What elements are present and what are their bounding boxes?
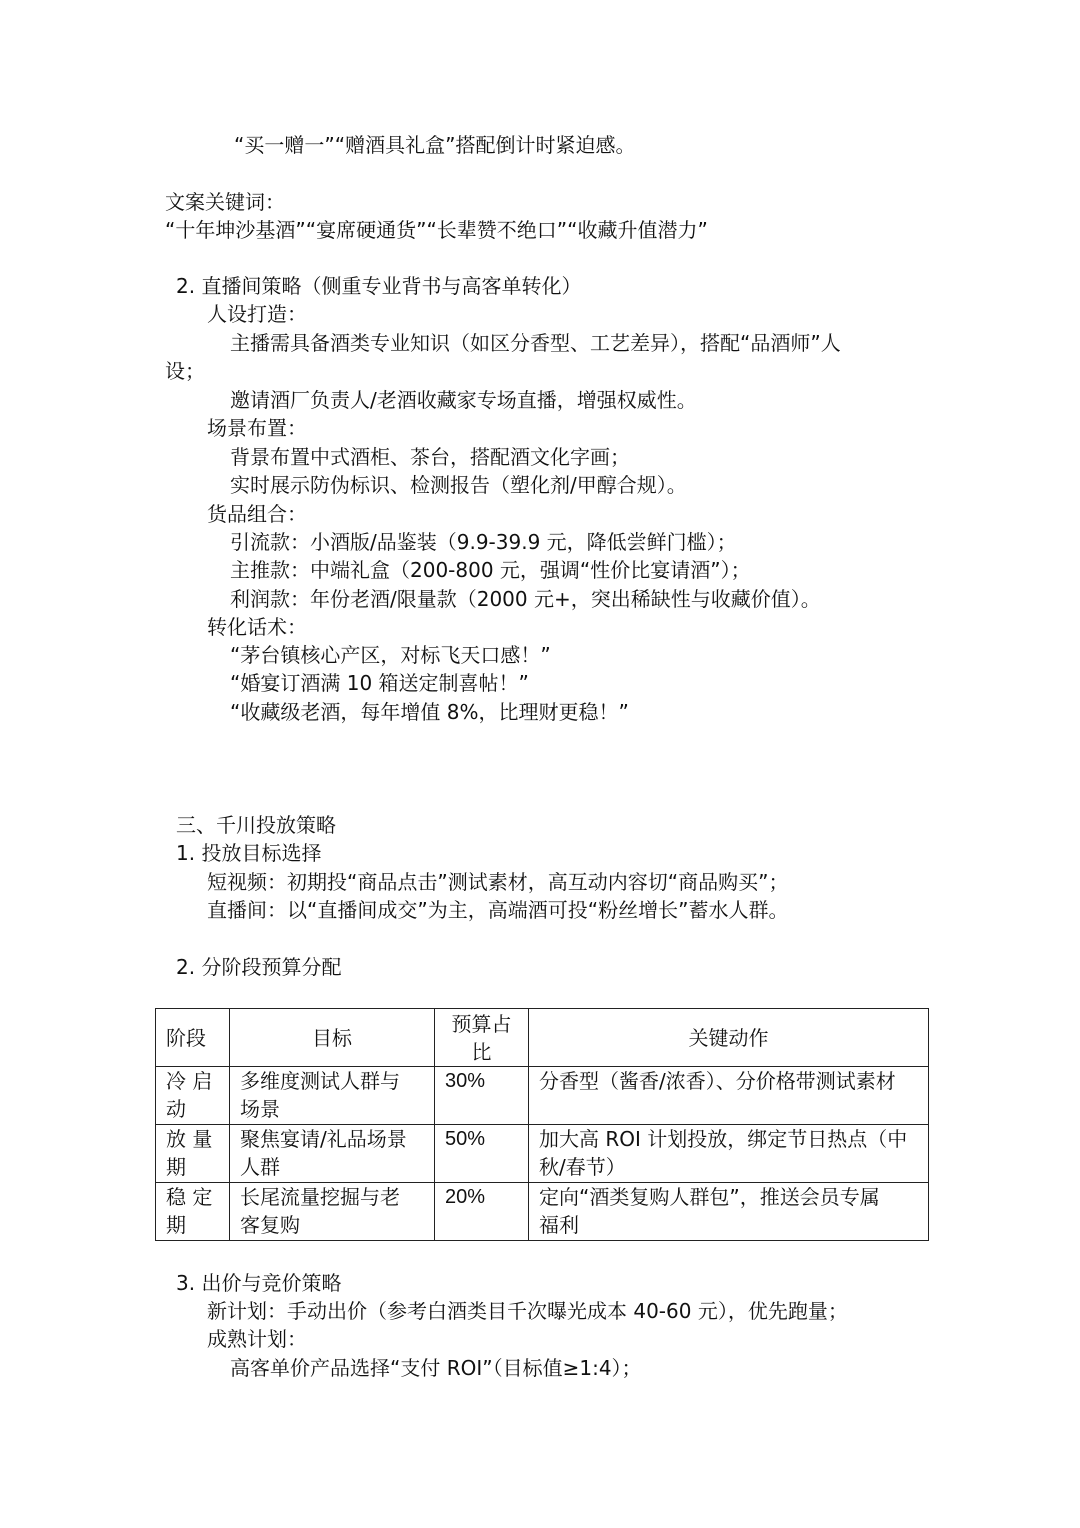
target-live-room: 直播间：以“直播间成交”为主，高端酒可投“粉丝增长”蓄水人群。 xyxy=(207,898,789,922)
goal-line-2: 客复购 xyxy=(240,1213,300,1237)
budget-pct-cell: 20% xyxy=(435,1183,529,1241)
section-heading-live-strategy: 2. 直播间策略（侧重专业背书与高客单转化） xyxy=(176,274,582,298)
subheading-products: 货品组合： xyxy=(207,502,307,526)
subheading-scene: 场景布置： xyxy=(207,416,307,440)
header-budget-share xyxy=(435,1009,529,1067)
stage-line-1: 冷 启 xyxy=(166,1069,213,1093)
script-line-3: “收藏级老酒，每年增值 8%，比理财更稳！” xyxy=(230,700,629,724)
goal-cell xyxy=(230,1125,435,1183)
table-row xyxy=(156,1125,929,1183)
budget-pct-cell: 50% xyxy=(435,1125,529,1183)
action-line-2: 福利 xyxy=(539,1213,579,1237)
bidding-mature-plan: 成熟计划： xyxy=(207,1327,307,1351)
section-heading-qianchuan: 三、千川投放策略 xyxy=(176,813,336,837)
action-line-1: 加大高 ROI 计划投放，绑定节日热点（中 xyxy=(539,1127,908,1151)
action-line-2: 秋/春节） xyxy=(539,1155,626,1179)
copy-keywords-heading: 文案关键词： xyxy=(165,190,285,214)
subsection-bidding: 3. 出价与竞价策略 xyxy=(176,1271,342,1295)
action-line-1: 分香型（酱香/浓香）、分价格带测试素材 xyxy=(539,1069,896,1093)
bidding-new-plan: 新计划：手动出价（参考白酒类目千次曝光成本 40-60 元），优先跑量； xyxy=(207,1299,848,1323)
goal-line-2: 人群 xyxy=(240,1155,280,1179)
copy-keywords: “十年坤沙基酒”“宴席硬通货”“长辈赞不绝口”“收藏升值潜力” xyxy=(165,218,708,242)
stage-line-1: 放 量 xyxy=(166,1127,213,1151)
stage-line-2: 期 xyxy=(166,1155,186,1179)
promo-line: “买一赠一”“赠酒具礼盒”搭配倒计时紧迫感。 xyxy=(234,133,636,157)
header-budget-line-2: 比 xyxy=(471,1039,492,1064)
scene-line-1: 背景布置中式酒柜、茶台，搭配酒文化字画； xyxy=(230,445,630,469)
persona-line-2: 邀请酒厂负责人/老酒收藏家专场直播，增强权威性。 xyxy=(230,388,697,412)
table-row xyxy=(156,1183,929,1241)
goal-line-2: 场景 xyxy=(240,1097,280,1121)
goal-line-1: 多维度测试人群与 xyxy=(240,1069,400,1093)
header-goal: 目标 xyxy=(230,1009,435,1067)
goal-line-1: 聚焦宴请/礼品场景 xyxy=(240,1127,407,1151)
stage-cell xyxy=(156,1183,230,1241)
script-line-2: “婚宴订酒满 10 箱送定制喜帖！” xyxy=(230,671,529,695)
persona-line-1-wrap: 设； xyxy=(165,359,205,383)
product-profit: 利润款：年份老酒/限量款（2000 元+，突出稀缺性与收藏价值）。 xyxy=(230,587,821,611)
subheading-scripts: 转化话术： xyxy=(207,615,307,639)
subsection-budget: 2. 分阶段预算分配 xyxy=(176,955,342,979)
table-row xyxy=(156,1067,929,1125)
header-budget-line-1: 预算占 xyxy=(451,1011,512,1036)
script-line-1: “茅台镇核心产区，对标飞天口感！” xyxy=(230,643,551,667)
header-key-actions: 关键动作 xyxy=(529,1009,929,1067)
product-main: 主推款：中端礼盒（200-800 元，强调“性价比宴请酒”）； xyxy=(230,558,751,582)
action-line-1: 定向“酒类复购人群包”，推送会员专属 xyxy=(539,1185,880,1209)
persona-line-1: 主播需具备酒类专业知识（如区分香型、工艺差异），搭配“品酒师”人 xyxy=(230,331,841,355)
subheading-persona: 人设打造： xyxy=(207,302,307,326)
goal-cell xyxy=(230,1183,435,1241)
action-cell xyxy=(529,1067,929,1125)
subsection-target-selection: 1. 投放目标选择 xyxy=(176,841,322,865)
stage-line-2: 动 xyxy=(166,1097,186,1121)
action-cell xyxy=(529,1183,929,1241)
header-stage: 阶段 xyxy=(156,1009,230,1067)
product-traffic: 引流款：小酒版/品鉴装（9.9-39.9 元，降低尝鲜门槛）； xyxy=(230,530,737,554)
scene-line-2: 实时展示防伪标识、检测报告（塑化剂/甲醇合规）。 xyxy=(230,473,687,497)
target-short-video: 短视频：初期投“商品点击”测试素材，高互动内容切“商品购买”； xyxy=(207,870,789,894)
action-cell xyxy=(529,1125,929,1183)
budget-table xyxy=(155,1008,929,1241)
stage-cell xyxy=(156,1125,230,1183)
goal-cell xyxy=(230,1067,435,1125)
stage-line-1: 稳 定 xyxy=(166,1185,213,1209)
table-header-row xyxy=(156,1009,929,1067)
stage-line-2: 期 xyxy=(166,1213,186,1237)
bidding-high-ticket: 高客单价产品选择“支付 ROI”（目标值≥1:4）； xyxy=(230,1356,642,1380)
budget-pct-cell: 30% xyxy=(435,1067,529,1125)
goal-line-1: 长尾流量挖掘与老 xyxy=(240,1185,400,1209)
stage-cell xyxy=(156,1067,230,1125)
